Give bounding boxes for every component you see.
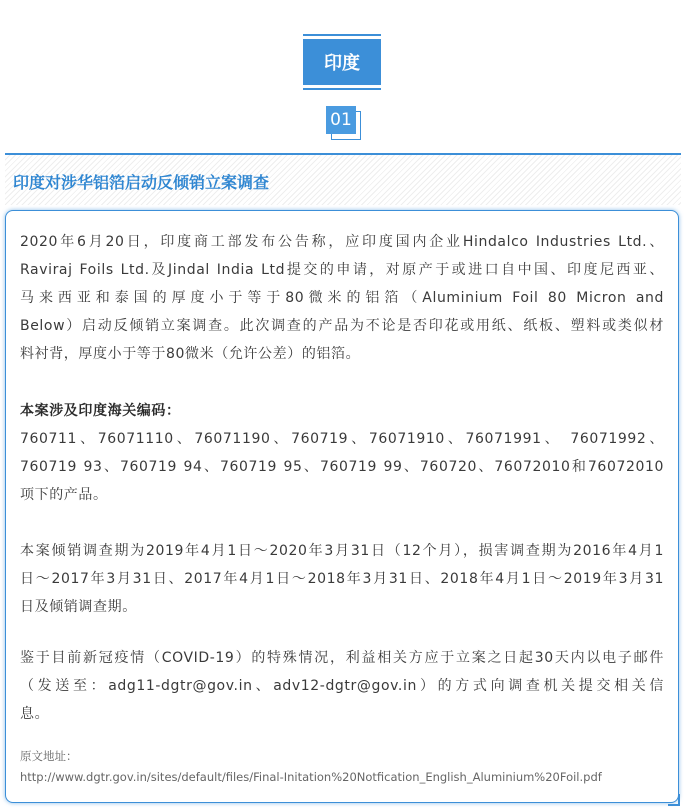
customs-code-line: 760711、76071110、76071190、760719、76071910、76071991、 76071992、 — [20, 431, 664, 447]
badge-top-rule — [303, 34, 381, 36]
corner-decoration — [668, 794, 680, 806]
paragraph-1-line: 2020年6月20日，印度商工部发布公告称，应印度国内企业Hindalco Industries Ltd.、 — [20, 234, 664, 250]
paragraph-3-line: 日及倾销调查期。 — [20, 599, 137, 615]
title-bar — [5, 153, 681, 205]
country-label: 印度 — [303, 39, 381, 85]
paragraph-4-line: 息。 — [20, 706, 50, 722]
country-badge — [303, 34, 381, 90]
source-label: 原文地址： — [20, 749, 78, 763]
paragraph-3-line: 日～2017年3月31日、2017年4月1日～2018年3月31日、2018年4月1日～2019年3月31 — [20, 571, 664, 587]
paragraph-1-line: 料衬背，厚度小于等于80微米（允许公差）的铝箔。 — [20, 346, 361, 362]
paragraph-4-line: （发送至：adg11-dgtr@gov.in、adv12-dgtr@gov.in）的方式向调查机关提交相关信 — [20, 678, 664, 694]
customs-code-line: 项下的产品。 — [20, 487, 108, 503]
section-number-badge — [326, 106, 362, 140]
customs-code-line: 760719 93、760719 94、760719 95、760719 99、760720、76072010和76072010 — [20, 459, 664, 475]
paragraph-4-line: 鉴于目前新冠疫情（COVID-19）的特殊情况，利益相关方应于立案之日起30天内以电子邮件 — [20, 650, 664, 666]
section-number: 01 — [326, 106, 356, 134]
paragraph-1-line: 马来西亚和泰国的厚度小于等于80微米的铝箔（Aluminium Foil 80 Micron and — [20, 290, 664, 306]
article-title: 印度对涉华铝箔启动反倾销立案调查 — [13, 173, 270, 192]
paragraph-3-line: 本案倾销调查期为2019年4月1日～2020年3月31日（12个月），损害调查期为2016年4月1 — [20, 543, 664, 559]
badge-bottom-rule — [303, 88, 381, 90]
source-url[interactable]: http://www.dgtr.gov.in/sites/default/files/Final-Initation%20Notfication_English_Aluminium%20Foil.pdf — [20, 770, 602, 784]
customs-heading: 本案涉及印度海关编码： — [20, 403, 181, 419]
article-body — [5, 210, 679, 803]
paragraph-1-line: Raviraj Foils Ltd.及Jindal India Ltd提交的申请，对原产于或进口自中国、印度尼西亚、 — [20, 262, 664, 278]
paragraph-1-line: Below）启动反倾销立案调查。此次调查的产品为不论是否印花或用纸、纸板、塑料或类似材 — [20, 318, 664, 334]
